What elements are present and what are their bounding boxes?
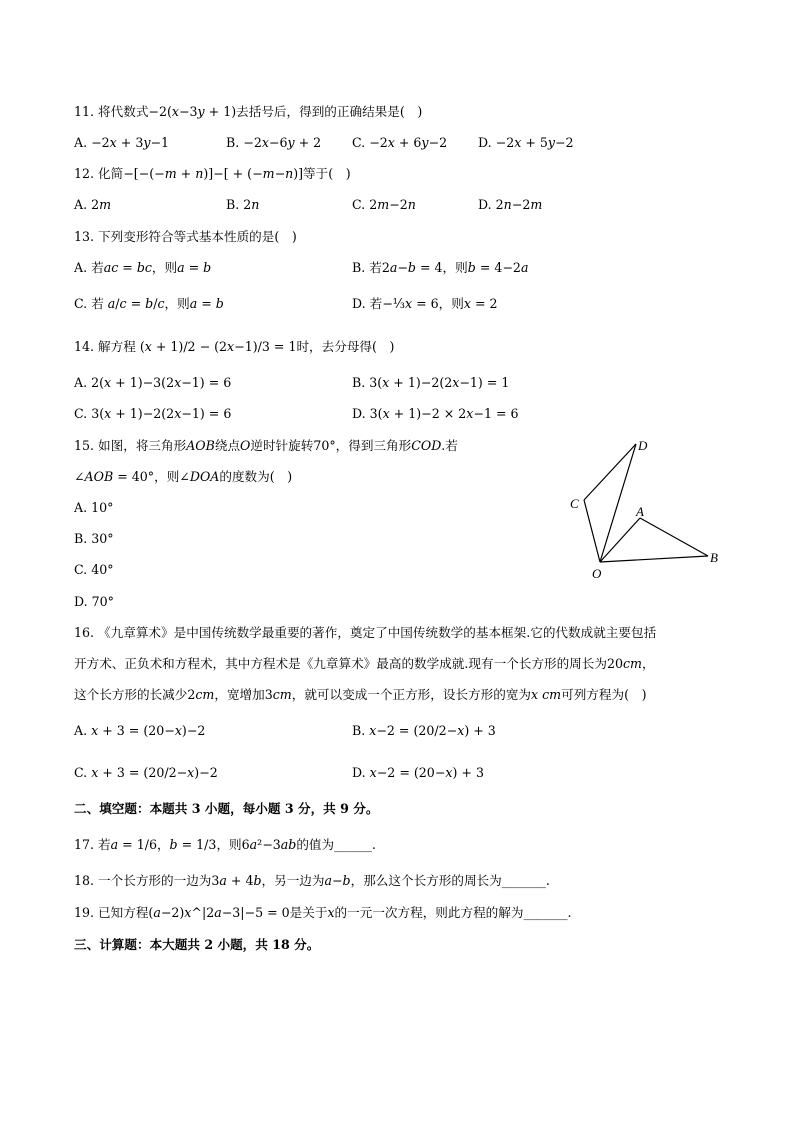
q12-option-a: A. 2𝑚 xyxy=(74,197,112,212)
q14-option-b: B. 3(𝑥 + 1)−2(2𝑥−1) = 1 xyxy=(352,375,510,390)
q13-option-a: A. 若𝑎𝑐 = 𝑏𝑐，则𝑎 = 𝑏 xyxy=(74,260,212,275)
point-label-b: B xyxy=(710,550,718,565)
q16-option-d: D. 𝑥−2 = (20−𝑥) + 3 xyxy=(352,765,484,780)
segment-oa xyxy=(600,518,640,562)
q13-option-c: C. 若 𝑎/𝑐 = 𝑏/𝑐，则𝑎 = 𝑏 xyxy=(74,296,224,311)
point-label-a: A xyxy=(636,504,644,519)
segment-cd xyxy=(584,444,636,500)
q16-option-c: C. 𝑥 + 3 = (20/2−𝑥)−2 xyxy=(74,765,218,780)
q13-stem: 13. 下列变形符合等式基本性质的是( ) xyxy=(74,229,297,244)
q13-option-b: B. 若2𝑎−𝑏 = 4，则𝑏 = 4−2𝑎 xyxy=(352,260,529,275)
q14-stem: 14. 解方程 (𝑥 + 1)/2 − (2𝑥−1)/3 = 1时，去分母得( ) xyxy=(74,339,395,354)
q14-option-a: A. 2(𝑥 + 1)−3(2𝑥−1) = 6 xyxy=(74,375,232,390)
q12-option-d: D. 2𝑛−2𝑚 xyxy=(478,197,543,212)
q15-option-b: B. 30° xyxy=(74,531,114,546)
q11-option-b: B. −2𝑥−6𝑦 + 2 xyxy=(226,135,322,150)
q15-stem-line2: ∠𝐴𝑂𝐵 = 40°，则∠𝐷𝑂𝐴的度数为( ) xyxy=(74,469,293,484)
q16-stem-line1: 16. 《九章算术》是中国传统数学最重要的著作，奠定了中国传统数学的基本框架.它的代数成就主要包括 xyxy=(74,625,657,640)
q17-stem: 17. 若𝑎 = 1/6，𝑏 = 1/3，则6𝑎²−3𝑎𝑏的值为______. xyxy=(74,837,376,852)
q15-option-c: C. 40° xyxy=(74,562,114,577)
q11-option-d: D. −2𝑥 + 5𝑦−2 xyxy=(478,135,574,150)
segment-oc xyxy=(584,500,600,562)
q16-stem-line2: 开方术、正负术和方程术，其中方程术是《九章算术》最高的数学成就.现有一个长方形的周长为20𝑐𝑚， xyxy=(74,656,655,671)
q11-option-a: A. −2𝑥 + 3𝑦−1 xyxy=(74,135,170,150)
q11-option-c: C. −2𝑥 + 6𝑦−2 xyxy=(352,135,448,150)
section2-heading: 二、填空题：本题共 3 小题，每小题 3 分，共 9 分。 xyxy=(74,801,379,816)
q19-stem: 19. 已知方程(𝑎−2)𝑥^|2𝑎−3|−5 = 0是关于𝑥的一元一次方程，则此方程的解为_______. xyxy=(74,905,572,920)
q14-option-c: C. 3(𝑥 + 1)−2(2𝑥−1) = 6 xyxy=(74,406,232,421)
point-label-d: D xyxy=(638,438,648,453)
q14-option-d: D. 3(𝑥 + 1)−2 × 2𝑥−1 = 6 xyxy=(352,406,519,421)
q15-stem-line1: 15. 如图，将三角形𝐴𝑂𝐵绕点𝑂逆时针旋转70°，得到三角形𝐶𝑂𝐷.若 xyxy=(74,438,458,453)
segment-ab xyxy=(640,518,708,556)
q16-option-b: B. 𝑥−2 = (20/2−𝑥) + 3 xyxy=(352,723,496,738)
point-label-o: O xyxy=(592,566,602,581)
q16-option-a: A. 𝑥 + 3 = (20−𝑥)−2 xyxy=(74,723,206,738)
q15-option-a: A. 10° xyxy=(74,500,114,515)
segment-ob xyxy=(600,556,708,562)
point-label-c: C xyxy=(570,496,579,511)
q12-option-c: C. 2𝑚−2𝑛 xyxy=(352,197,416,212)
q12-option-b: B. 2𝑛 xyxy=(226,197,260,212)
q16-stem-line3: 这个长方形的长减少2𝑐𝑚，宽增加3𝑐𝑚，就可以变成一个正方形，设长方形的宽为𝑥 𝑐𝑚可列方程为( ) xyxy=(74,687,647,702)
q13-option-d: D. 若−⅓𝑥 = 6，则𝑥 = 2 xyxy=(352,296,498,311)
q11-stem: 11. 将代数式−2(𝑥−3𝑦 + 1)去括号后，得到的正确结果是( ) xyxy=(74,104,423,119)
q12-stem: 12. 化简−[−(−𝑚 + 𝑛)]−[ + (−𝑚−𝑛)]等于( ) xyxy=(74,166,351,181)
section3-heading: 三、计算题：本大题共 2 小题，共 18 分。 xyxy=(74,937,320,952)
q15-option-d: D. 70° xyxy=(74,594,114,609)
rotation-figure xyxy=(560,432,730,582)
q18-stem: 18. 一个长方形的一边为3𝑎 + 4𝑏，另一边为𝑎−𝑏，那么这个长方形的周长为_______. xyxy=(74,873,550,888)
segment-od xyxy=(600,444,636,562)
